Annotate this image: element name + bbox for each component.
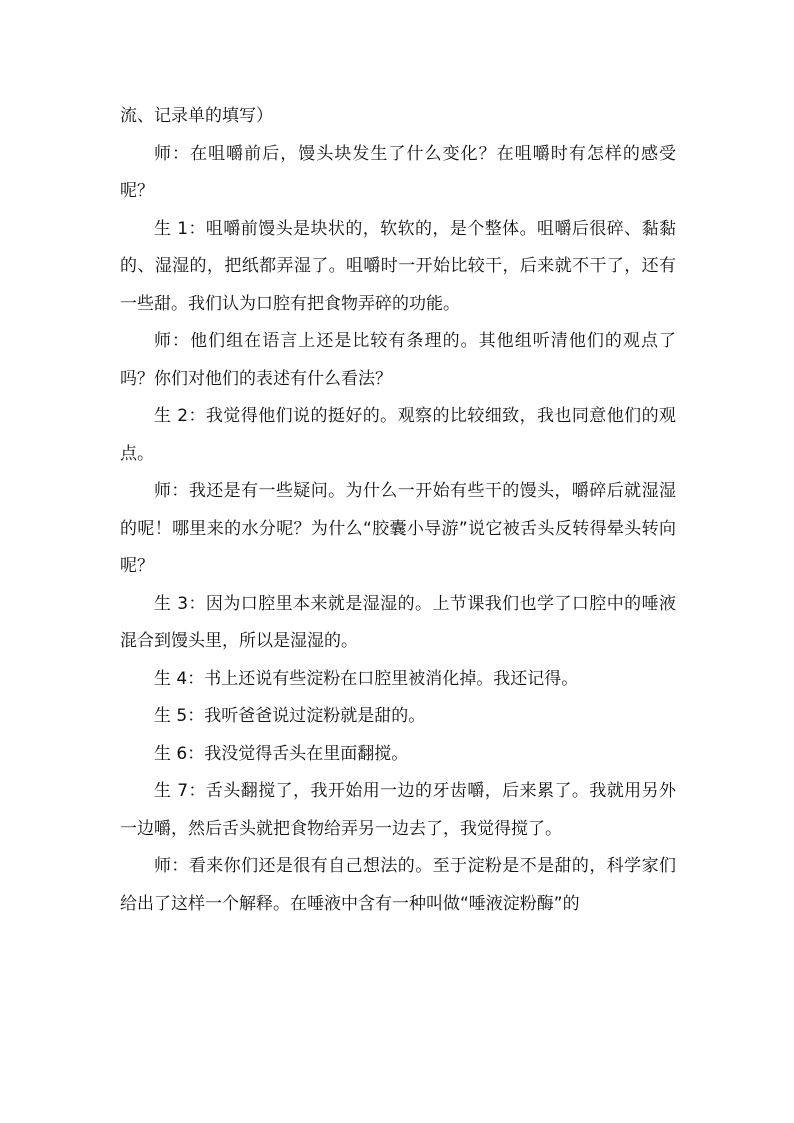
paragraph-continuation: 流、记录单的填写） <box>120 106 273 126</box>
paragraph-student-1: 生 1：咀嚼前馒头是块状的，软软的，是个整体。咀嚼后很碎、黏黏的、湿湿的，把纸都弄湿了。咀嚼时一开始比较干，后来就不干了，还有一些甜。我们认为口腔有把食物弄碎的功能。 <box>120 218 676 314</box>
paragraph-student-5: 生 5：我听爸爸说过淀粉就是甜的。 <box>154 706 426 726</box>
paragraph-teacher-explanation: 师：看来你们还是很有自己想法的。至于淀粉是不是甜的，科学家们给出了这样一个解释。在唾液中含有一种叫做“唾液淀粉酶”的 <box>120 856 676 914</box>
paragraph-student-7: 生 7：舌头翻搅了，我开始用一边的牙齿嚼，后来累了。我就用另外一边嚼，然后舌头就把食物给弄另一边去了，我觉得搅了。 <box>120 781 676 839</box>
paragraph-teacher-question: 师：在咀嚼前后，馒头块发生了什么变化？在咀嚼时有怎样的感受呢？ <box>120 143 676 201</box>
paragraph-student-6: 生 6：我没觉得舌头在里面翻搅。 <box>154 743 409 764</box>
paragraph-teacher-feedback: 师：他们组在语言上还是比较有条理的。其他组听清他们的观点了吗？你们对他们的表述有什么看法？ <box>120 331 676 389</box>
paragraph-student-2: 生 2：我觉得他们说的挺好的。观察的比较细致，我也同意他们的观点。 <box>120 406 676 464</box>
paragraph-student-4: 生 4：书上还说有些淀粉在口腔里被消化掉。我还记得。 <box>154 668 579 689</box>
paragraph-teacher-doubt: 师：我还是有一些疑问。为什么一开始有些干的馒头，嚼碎后就湿湿的呢！哪里来的水分呢？为什么“胶囊小导游”说它被舌头反转得晕头转向呢？ <box>120 481 676 576</box>
document-body <box>120 98 676 923</box>
paragraph-student-3: 生 3：因为口腔里本来就是湿湿的。上节课我们也学了口腔中的唾液混合到馒头里，所以是湿湿的。 <box>120 593 676 651</box>
